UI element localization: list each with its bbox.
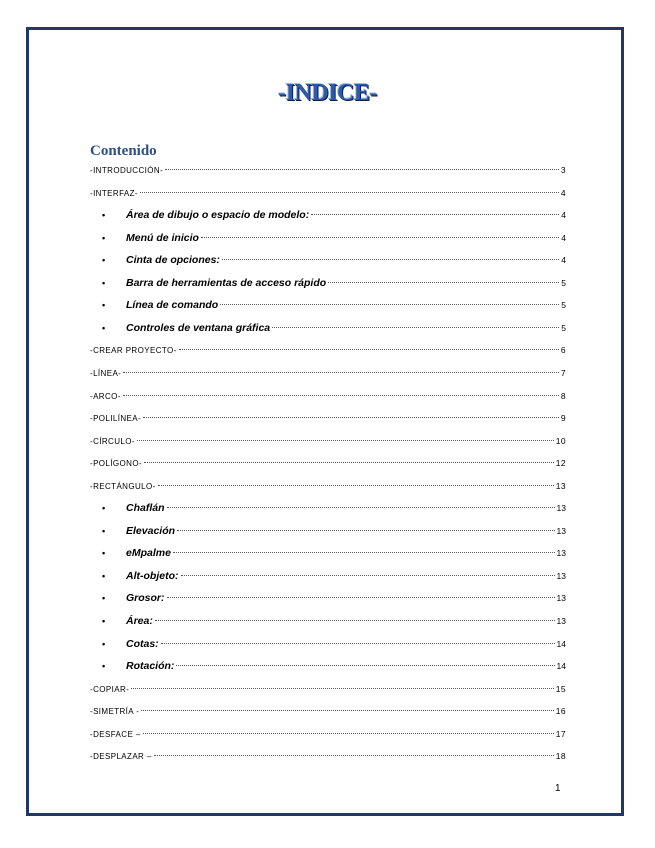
toc-entry[interactable] — [102, 250, 566, 270]
toc-entry-page: 15 — [555, 683, 566, 694]
toc-entry-page: 4 — [560, 187, 566, 198]
toc-entry[interactable] — [90, 701, 566, 721]
toc-entry-page: 4 — [561, 255, 566, 266]
toc-entry-label: -POLÍGONO- — [90, 459, 143, 469]
toc-entry-page: 13 — [556, 616, 566, 626]
toc-entry-page: 4 — [561, 232, 566, 243]
toc-entry-label: -CREAR PROYECTO- — [90, 346, 177, 356]
toc-entry[interactable] — [102, 273, 566, 293]
bullet-icon: • — [102, 548, 106, 559]
toc-entry[interactable] — [90, 453, 566, 473]
toc-entry-label: -RECTÁNGULO- — [90, 481, 156, 491]
toc-entry-page: 5 — [561, 300, 566, 311]
toc-entry-page: 13 — [556, 548, 566, 559]
document-title: -INDICE- — [278, 80, 377, 106]
bullet-icon: • — [102, 210, 106, 221]
toc-entry-page: 13 — [556, 503, 566, 514]
dot-leader — [141, 710, 553, 711]
toc-entry-page: 4 — [561, 210, 566, 221]
toc-entry[interactable] — [90, 679, 566, 699]
toc-entry-label: Elevación — [126, 524, 176, 537]
bullet-icon: • — [102, 255, 106, 266]
dot-leader — [140, 192, 559, 193]
dot-leader — [222, 259, 559, 260]
toc-entry[interactable] — [90, 724, 566, 744]
toc-entry-label: Área de dibujo o espacio de modelo: — [126, 209, 310, 222]
toc-entry-page: 18 — [555, 751, 566, 762]
toc-entry-label: -SIMETRÍA - — [90, 707, 140, 717]
toc-entry[interactable] — [90, 476, 566, 496]
toc-entry[interactable] — [90, 183, 566, 203]
toc-entry-label: -INTERFAZ- — [90, 188, 138, 198]
toc-entry-page: 14 — [556, 661, 566, 672]
dot-leader — [165, 169, 559, 170]
toc-entry[interactable] — [102, 543, 566, 563]
toc-entry-page: 3 — [560, 165, 566, 175]
dot-leader — [143, 417, 559, 418]
toc-entry[interactable] — [102, 318, 566, 338]
toc-entry-page: 14 — [556, 638, 566, 649]
dot-leader — [131, 688, 554, 689]
dot-leader — [123, 372, 559, 373]
toc-entry[interactable] — [102, 498, 566, 518]
toc-entry[interactable] — [90, 746, 566, 766]
toc-entry-label: Área: — [126, 615, 153, 627]
bullet-icon: • — [102, 593, 106, 604]
dot-leader — [143, 733, 554, 734]
toc-entry[interactable] — [90, 386, 566, 406]
bullet-icon: • — [102, 570, 106, 581]
dot-leader — [328, 282, 559, 283]
toc-entry[interactable] — [102, 634, 566, 654]
toc-entry-page: 13 — [555, 480, 566, 491]
toc-entry-label: Controles de ventana gráfica — [126, 321, 271, 334]
toc-entry-label: -CÍRCULO- — [90, 436, 135, 446]
bullet-icon: • — [102, 661, 106, 672]
toc-entry[interactable] — [102, 656, 566, 676]
toc-entry-page: 9 — [560, 413, 566, 424]
dot-leader — [123, 395, 559, 396]
dot-leader — [167, 597, 555, 598]
toc-entry-page: 8 — [560, 390, 566, 401]
toc-entry-label: -LÍNEA- — [90, 368, 122, 378]
toc-entry-page: 17 — [555, 728, 566, 739]
toc-entry-page: 5 — [561, 322, 566, 333]
toc-entry-page: 13 — [556, 593, 566, 604]
toc-entry-label: Barra de herramientas de acceso rápido — [126, 276, 327, 289]
toc-entry-label: Chaflán — [126, 502, 165, 515]
toc-entry[interactable] — [102, 611, 566, 631]
dot-leader — [181, 575, 555, 576]
toc-entry-label: -COPIAR- — [90, 684, 130, 694]
toc-entry[interactable] — [102, 588, 566, 608]
toc-entry[interactable] — [102, 521, 566, 541]
dot-leader — [154, 755, 554, 756]
toc-entry-label: Menú de inicio — [126, 231, 199, 244]
toc-entry-page: 6 — [560, 345, 566, 356]
dot-leader — [201, 237, 559, 238]
toc-entry-label: eMpalme — [126, 547, 171, 560]
dot-leader — [220, 304, 559, 305]
dot-leader — [167, 507, 555, 508]
toc-entry-label: -DESPLAZAR – — [90, 752, 152, 762]
dot-leader — [144, 462, 554, 463]
dot-leader — [272, 327, 559, 328]
toc-entry-page: 7 — [560, 367, 566, 378]
toc-entry-label: -INTRODUCCIÓN- — [90, 166, 164, 175]
toc-entry-label: Alt-objeto: — [126, 569, 179, 582]
toc-entry-label: Línea de comando — [126, 299, 219, 312]
dot-leader — [137, 440, 554, 441]
toc-entry[interactable] — [102, 228, 566, 248]
toc-entry-label: Rotación: — [126, 660, 175, 673]
bullet-icon: • — [102, 322, 106, 333]
bullet-icon: • — [102, 638, 106, 649]
dot-leader — [173, 552, 555, 553]
bullet-icon: • — [102, 300, 106, 311]
toc-entry-label: Cotas: — [126, 637, 159, 650]
toc-entry[interactable] — [90, 363, 566, 383]
toc-entry-page: 5 — [561, 277, 566, 288]
dot-leader — [311, 214, 559, 215]
bullet-icon: • — [102, 616, 106, 626]
toc-entry[interactable] — [90, 340, 566, 360]
toc-entry-page: 16 — [555, 706, 566, 717]
dot-leader — [176, 665, 554, 666]
toc-entry-label: -ARCO- — [90, 391, 121, 401]
toc-entry-page: 13 — [556, 525, 566, 536]
toc-entry-label: Cinta de opciones: — [126, 254, 220, 267]
toc-entry-label: -POLILÍNEA- — [90, 414, 142, 424]
toc-entry-page: 12 — [555, 458, 566, 469]
toc-entry[interactable] — [90, 408, 566, 428]
dot-leader — [155, 620, 555, 621]
toc-heading: Contenido — [90, 143, 157, 159]
toc-entry[interactable] — [102, 566, 566, 586]
dot-leader — [179, 349, 559, 350]
bullet-icon: • — [102, 525, 106, 536]
toc-entry-page: 10 — [555, 435, 566, 446]
toc-entry-page: 13 — [556, 570, 566, 581]
bullet-icon: • — [102, 232, 106, 243]
toc-entry[interactable] — [90, 431, 566, 451]
page-number: 1 — [555, 783, 561, 794]
bullet-icon: • — [102, 277, 106, 288]
dot-leader — [158, 485, 554, 486]
toc-entry[interactable] — [102, 295, 566, 315]
toc-entry[interactable] — [90, 160, 566, 180]
dot-leader — [161, 643, 555, 644]
bullet-icon: • — [102, 503, 106, 514]
dot-leader — [177, 530, 555, 531]
toc-entry-label: Grosor: — [126, 592, 165, 605]
toc-entry[interactable] — [102, 205, 566, 225]
toc-entry-label: -DESFACE – — [90, 729, 141, 739]
